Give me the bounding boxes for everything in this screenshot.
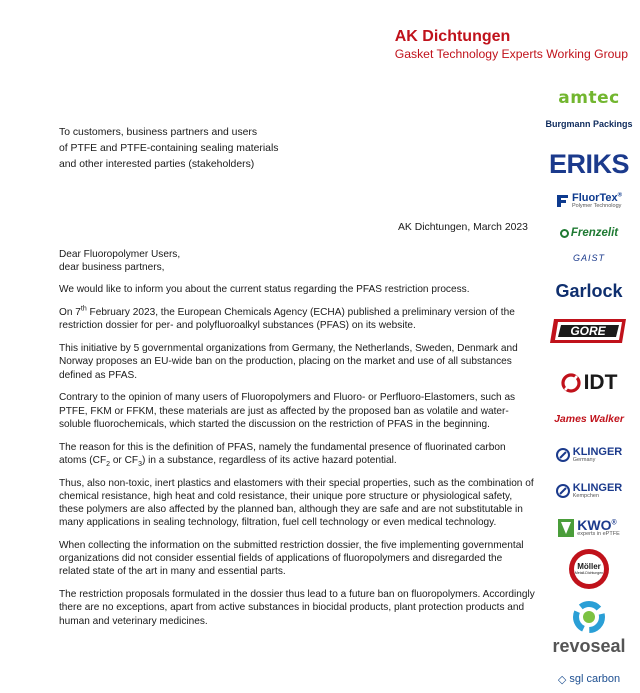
- fluortex-reg: ®: [617, 192, 623, 199]
- idt-ring-icon: [561, 372, 581, 394]
- paragraph: This initiative by 5 governmental organizations from Germany, the Netherlands, Sweden, Denmark and Norway proposes an EU-wide ban on the production, placing on the market and use of all substances defined as PFAS.: [59, 343, 518, 381]
- address-line: of PTFE and PTFE-containing sealing materials: [59, 143, 279, 154]
- paragraph-text: The reason for this is the definition of PFAS, namely the fundamental presence of fluorinated carbon atoms (CF: [59, 441, 506, 466]
- gore-badge-icon: [550, 317, 628, 345]
- idt-name: IDT: [583, 371, 618, 394]
- fluortex-name: FluorTex: [571, 191, 618, 204]
- paragraph: Thus, also non-toxic, inert plastics and elastomers with their special properties, such as the combination of chemical resistance, high heat and cold resistance, their unique pore structure or physiological safety, these polymers are also affected by the planned ban, although they are safe and are not substitutable in many applications in sealing technology, filtration, fuel cell technology or even medical technology.: [59, 477, 534, 529]
- fluortex-mark-icon: [556, 194, 569, 208]
- paragraph: The restriction proposals formulated in the dossier thus lead to a future ban on fluoropolymers. Accordingly there are no exceptions, apart from active substances in biocidal products, plant protection products and human and veterinary medicines.: [59, 589, 535, 627]
- kwo-reg: ®: [611, 519, 617, 527]
- gaist-logo: GAIST: [572, 253, 605, 263]
- address-line: and other interested parties (stakeholders): [59, 159, 255, 170]
- date-line: AK Dichtungen, March 2023: [398, 222, 528, 233]
- superscript: th: [80, 305, 87, 313]
- kwo-name: KWO: [577, 517, 612, 534]
- gore-name: GORE: [570, 324, 606, 338]
- org-name: AK Dichtungen: [394, 28, 511, 45]
- paragraph-text: or CF: [110, 454, 139, 466]
- paragraph: When collecting the information on the submitted restriction dossier, the five implementing governmental organizations did not consider essential fields of applications of fluoropolymers and disregarded the related state of the art in many and essential parts.: [59, 540, 524, 578]
- kwo-sub: experts in ePTFE: [577, 531, 620, 538]
- idt-logo: [546, 368, 632, 398]
- salutation: [59, 248, 535, 274]
- kwo-mark-icon: [558, 519, 574, 537]
- klinger-germany-logo: [546, 444, 632, 466]
- paragraph-text: February 2023, the European Chemicals Agency (ECHA) published a preliminary version of the restriction dossier for per- and polyfluoroalkyl substances (PFAS) on its website.: [59, 307, 515, 332]
- james-walker-logo: James Walker: [554, 413, 624, 425]
- revoseal-name: revoseal: [552, 636, 626, 656]
- kwo-logo: [546, 514, 632, 542]
- paragraph-text: ) in a substance, regardless of its active hazard potential.: [141, 454, 397, 466]
- revoseal-ring-icon: [571, 599, 607, 635]
- sgl-mark-icon: ◇: [557, 673, 567, 686]
- address-line: To customers, business partners and users: [59, 127, 258, 138]
- paragraph-text: On 7: [59, 307, 81, 319]
- moeller-logo: [546, 548, 632, 590]
- revoseal-logo: [546, 596, 632, 660]
- sgl-name: sgl carbon: [569, 673, 621, 685]
- klinger-sub: Kempchen: [572, 492, 600, 499]
- klinger-kempchen-logo: [546, 480, 632, 502]
- recipient-address: [59, 125, 278, 173]
- letter-body: [59, 248, 535, 637]
- subscript: 3: [138, 460, 142, 468]
- paragraph: Contrary to the opinion of many users of Fluoropolymers and Fluoro- or Perfluoro-Elastomers, such as PTFE, FKM or FFKM, these materials are just as affected by the proposed ban as volatile and water-soluble fluorochemicals, which started the discussion on the restriction of PFAS in the beginning.: [59, 392, 516, 430]
- klinger-sub: Germany: [572, 456, 596, 463]
- eriks-logo: ERIKS: [548, 148, 630, 179]
- burgmann-logo: Burgmann Packings: [545, 119, 633, 129]
- sgl-carbon-logo: [546, 670, 632, 688]
- gore-logo: [546, 316, 632, 346]
- frenzelit-logo: [546, 224, 632, 242]
- frenzelit-name: Frenzelit: [570, 227, 619, 239]
- paragraph: [59, 306, 535, 332]
- paragraph: [59, 441, 535, 467]
- klinger-mark-icon: [556, 484, 570, 498]
- moeller-sub: Metall-Dichtungen: [574, 570, 604, 575]
- letterhead: [395, 27, 628, 62]
- org-subtitle: Gasket Technology Experts Working Group: [394, 47, 628, 61]
- garlock-logo: Garlock: [555, 280, 623, 301]
- amtec-logo: amtec: [558, 88, 620, 108]
- fluortex-logo: [546, 190, 632, 212]
- paragraph: We would like to inform you about the current status regarding the PFAS restriction process.: [59, 284, 470, 296]
- moeller-name: Möller: [577, 561, 601, 571]
- klinger-name: KLINGER: [572, 445, 623, 458]
- salutation-line: dear business partners,: [59, 262, 165, 274]
- salutation-line: Dear Fluoropolymer Users,: [59, 249, 181, 260]
- subscript: 2: [106, 460, 111, 468]
- klinger-name: KLINGER: [572, 481, 623, 494]
- klinger-mark-icon: [556, 448, 570, 462]
- fluortex-sub: Polymer Technology: [571, 202, 622, 209]
- frenzelit-mark-icon: [560, 229, 569, 238]
